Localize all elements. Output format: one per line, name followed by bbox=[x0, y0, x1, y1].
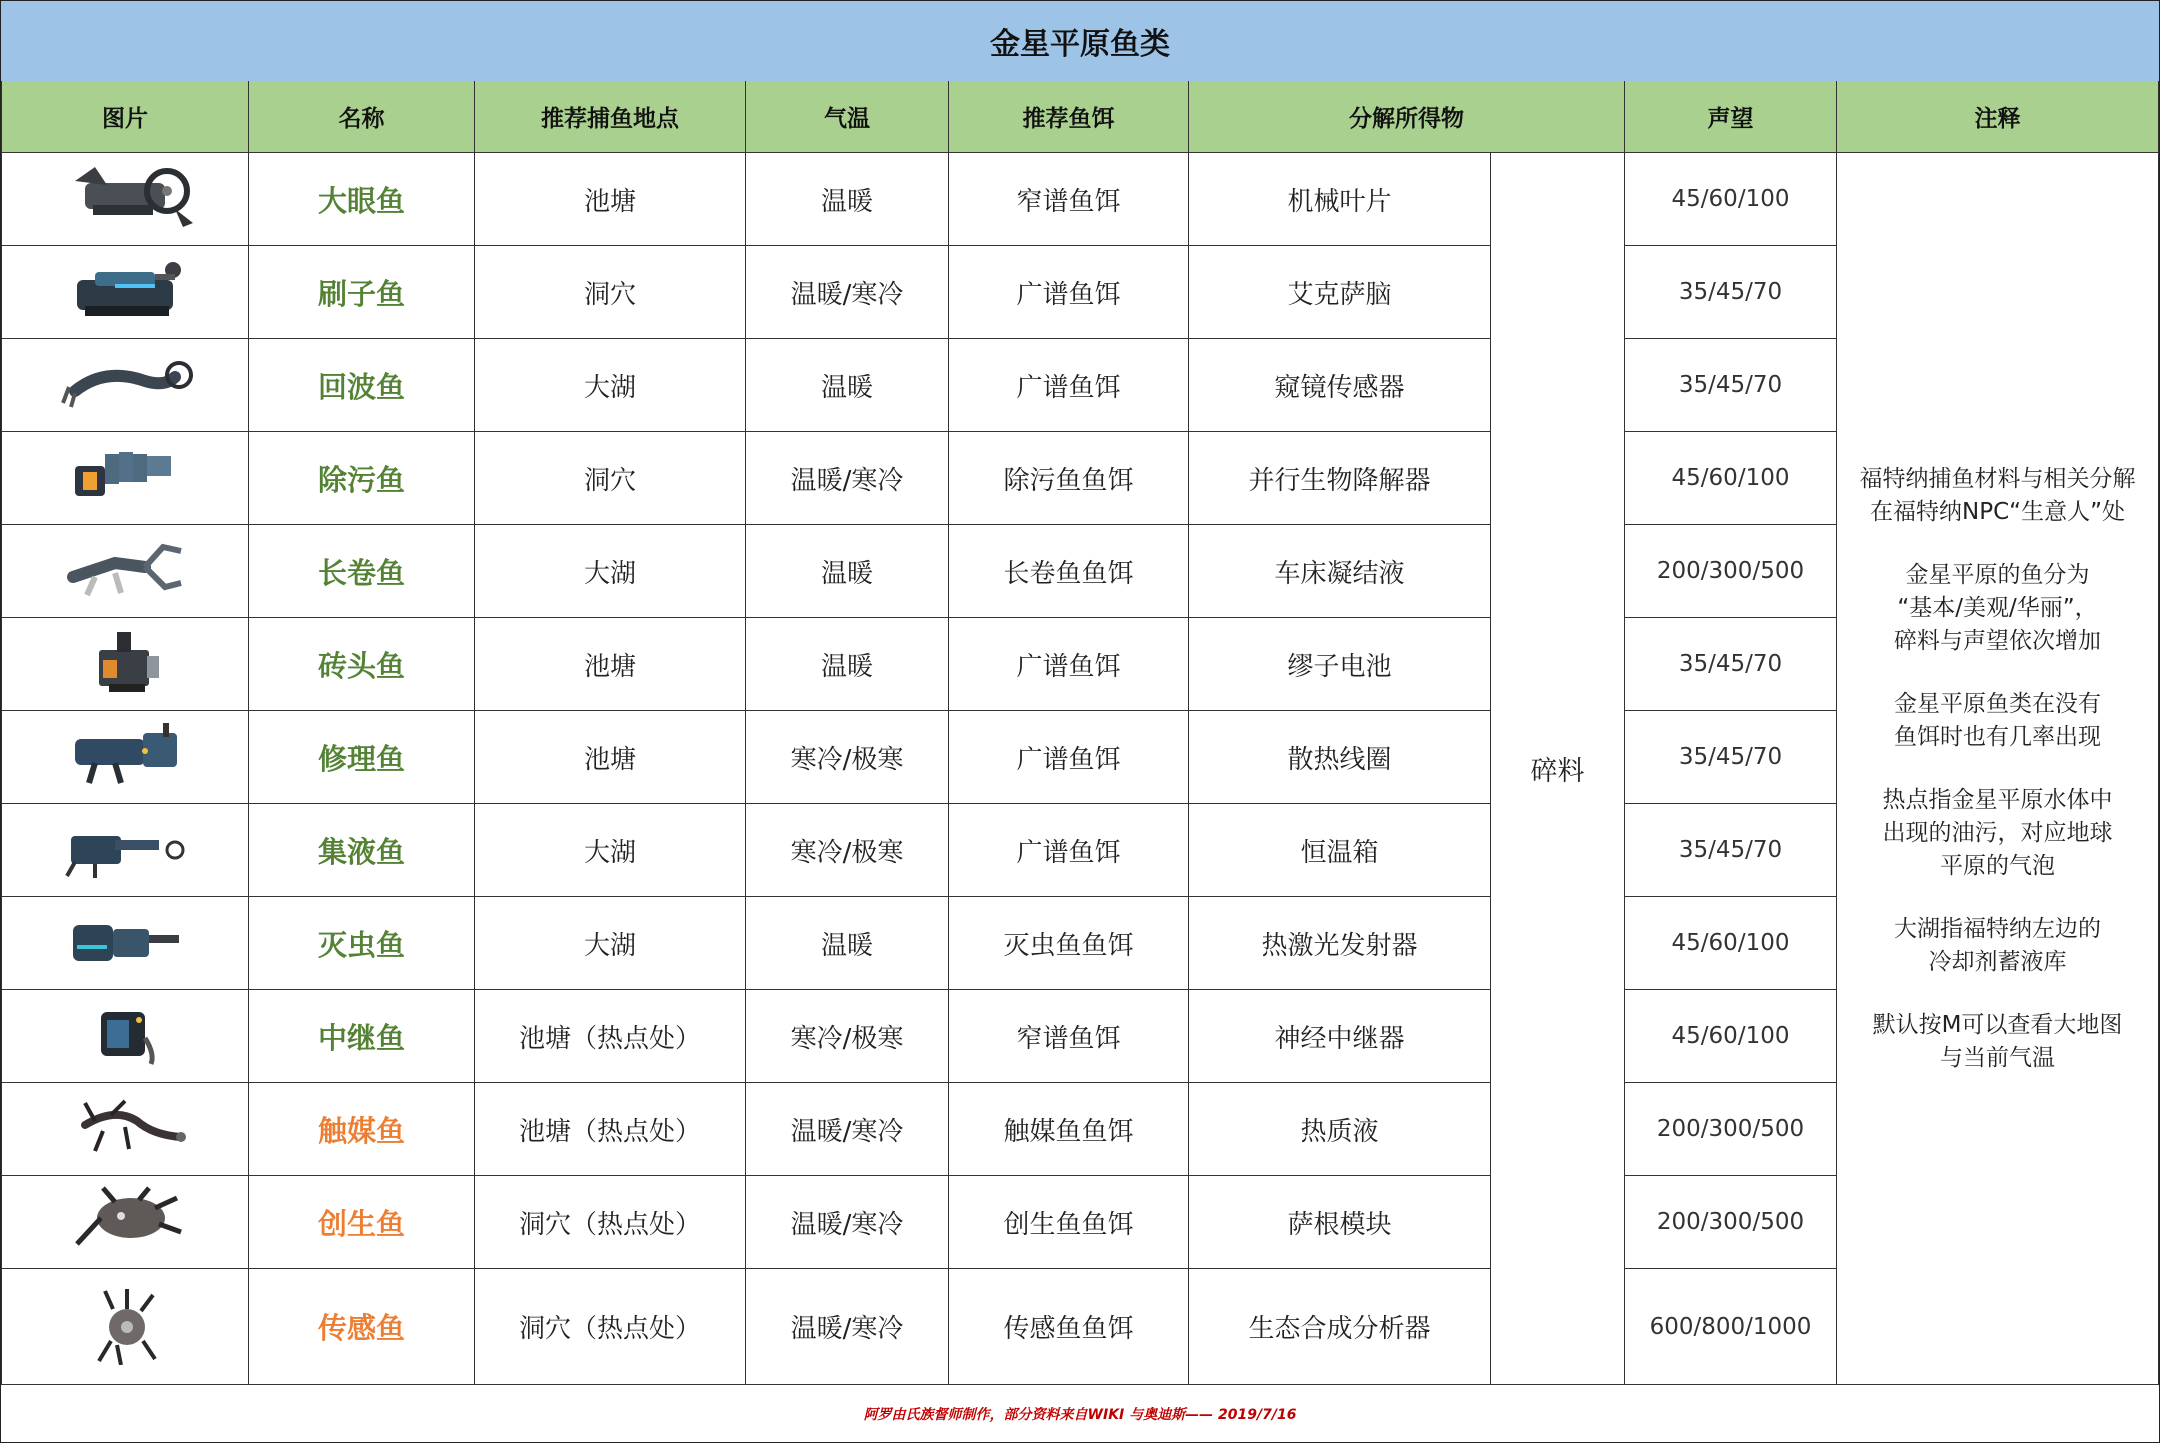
fish-name: 回波鱼 bbox=[249, 339, 475, 432]
fish-table bbox=[1, 81, 2159, 1385]
fish-resource: 热质液 bbox=[1189, 1083, 1491, 1176]
fish-location: 池塘 bbox=[475, 153, 746, 246]
fish-name: 刷子鱼 bbox=[249, 246, 475, 339]
fish-exterm-icon bbox=[55, 905, 195, 981]
fish-bait: 广谱鱼饵 bbox=[949, 246, 1189, 339]
fish-bait: 广谱鱼饵 bbox=[949, 711, 1189, 804]
fish-temperature: 温暖/寒冷 bbox=[746, 1083, 949, 1176]
fish-repair-icon bbox=[55, 719, 195, 795]
header-picture: 图片 bbox=[2, 81, 249, 153]
fish-name: 除污鱼 bbox=[249, 432, 475, 525]
fish-name: 大眼鱼 bbox=[249, 153, 475, 246]
fish-picture bbox=[2, 1269, 249, 1385]
fish-temperature: 寒冷/极寒 bbox=[746, 804, 949, 897]
fish-picture bbox=[2, 618, 249, 711]
table-row bbox=[2, 711, 2159, 804]
fish-standing: 200/300/500 bbox=[1625, 525, 1837, 618]
header-row bbox=[2, 81, 2159, 153]
shared-scrap: 碎料 bbox=[1491, 153, 1625, 1385]
fish-location: 池塘 bbox=[475, 711, 746, 804]
fish-genesis-icon bbox=[55, 1184, 195, 1260]
fish-bait: 创生鱼鱼饵 bbox=[949, 1176, 1189, 1269]
fish-standing: 45/60/100 bbox=[1625, 897, 1837, 990]
header-temperature: 气温 bbox=[746, 81, 949, 153]
header-bait: 推荐鱼饵 bbox=[949, 81, 1189, 153]
fish-picture bbox=[2, 246, 249, 339]
fish-standing: 600/800/1000 bbox=[1625, 1269, 1837, 1385]
fish-resource: 并行生物降解器 bbox=[1189, 432, 1491, 525]
fish-resource: 散热线圈 bbox=[1189, 711, 1491, 804]
header-notes: 注释 bbox=[1837, 81, 2159, 153]
fish-temperature: 温暖 bbox=[746, 339, 949, 432]
fish-location: 洞穴 bbox=[475, 246, 746, 339]
header-resource: 分解所得物 bbox=[1189, 81, 1625, 153]
fish-standing: 200/300/500 bbox=[1625, 1083, 1837, 1176]
note-paragraph: 福特纳捕鱼材料与相关分解 在福特纳NPC“生意人”处 bbox=[1859, 465, 2136, 525]
note-paragraph: 默认按M可以查看大地图 与当前气温 bbox=[1872, 1011, 2123, 1071]
fish-temperature: 温暖 bbox=[746, 153, 949, 246]
fish-standing: 45/60/100 bbox=[1625, 432, 1837, 525]
fish-tank-icon bbox=[55, 812, 195, 888]
fish-temperature: 寒冷/极寒 bbox=[746, 990, 949, 1083]
notes-column bbox=[1837, 153, 2159, 1385]
fish-picture bbox=[2, 432, 249, 525]
fish-picture bbox=[2, 339, 249, 432]
fish-standing: 35/45/70 bbox=[1625, 711, 1837, 804]
fish-location: 大湖 bbox=[475, 897, 746, 990]
fish-bait: 广谱鱼饵 bbox=[949, 804, 1189, 897]
note-paragraph: 金星平原的鱼分为 “基本/美观/华丽”， 碎料与声望依次增加 bbox=[1894, 561, 2101, 654]
fish-picture bbox=[2, 153, 249, 246]
fish-sensor-icon bbox=[55, 1289, 195, 1365]
fish-brick-icon bbox=[55, 626, 195, 702]
fish-claw-icon bbox=[55, 533, 195, 609]
fish-location: 池塘（热点处） bbox=[475, 990, 746, 1083]
table-row bbox=[2, 339, 2159, 432]
sheet-title: 金星平原鱼类 bbox=[1, 1, 2159, 82]
table-row bbox=[2, 525, 2159, 618]
table-row bbox=[2, 618, 2159, 711]
fish-location: 大湖 bbox=[475, 804, 746, 897]
fish-wheel-icon bbox=[55, 161, 195, 237]
fish-standing: 35/45/70 bbox=[1625, 246, 1837, 339]
fish-picture bbox=[2, 897, 249, 990]
fish-bait: 除污鱼鱼饵 bbox=[949, 432, 1189, 525]
fish-location: 大湖 bbox=[475, 339, 746, 432]
fish-name: 触媒鱼 bbox=[249, 1083, 475, 1176]
fish-name: 长卷鱼 bbox=[249, 525, 475, 618]
note-paragraph: 热点指金星平原水体中 出现的油污，对应地球 平原的气泡 bbox=[1882, 786, 2113, 879]
fish-resource: 热激光发射器 bbox=[1189, 897, 1491, 990]
fish-name: 传感鱼 bbox=[249, 1269, 475, 1385]
fish-table-body bbox=[2, 153, 2159, 1385]
fish-resource: 艾克萨脑 bbox=[1189, 246, 1491, 339]
fish-bait: 触媒鱼鱼饵 bbox=[949, 1083, 1189, 1176]
fish-picture bbox=[2, 711, 249, 804]
fish-name: 创生鱼 bbox=[249, 1176, 475, 1269]
fish-location: 大湖 bbox=[475, 525, 746, 618]
fish-name: 砖头鱼 bbox=[249, 618, 475, 711]
table-row bbox=[2, 990, 2159, 1083]
fish-name: 集液鱼 bbox=[249, 804, 475, 897]
fish-resource: 缪子电池 bbox=[1189, 618, 1491, 711]
fish-picture bbox=[2, 990, 249, 1083]
header-name: 名称 bbox=[249, 81, 475, 153]
fish-temperature: 温暖/寒冷 bbox=[746, 246, 949, 339]
table-row bbox=[2, 246, 2159, 339]
header-location: 推荐捕鱼地点 bbox=[475, 81, 746, 153]
fish-bait: 广谱鱼饵 bbox=[949, 618, 1189, 711]
fish-picture bbox=[2, 804, 249, 897]
fish-temperature: 温暖/寒冷 bbox=[746, 1269, 949, 1385]
fish-resource: 生态合成分析器 bbox=[1189, 1269, 1491, 1385]
fish-name: 修理鱼 bbox=[249, 711, 475, 804]
fish-location: 洞穴（热点处） bbox=[475, 1269, 746, 1385]
fish-resource: 神经中继器 bbox=[1189, 990, 1491, 1083]
fish-temperature: 温暖 bbox=[746, 618, 949, 711]
note-paragraph: 大湖指福特纳左边的 冷却剂蓄液库 bbox=[1894, 915, 2101, 975]
fish-standing: 35/45/70 bbox=[1625, 804, 1837, 897]
fish-resource: 恒温箱 bbox=[1189, 804, 1491, 897]
fish-catalyst-icon bbox=[55, 1091, 195, 1167]
fish-standing: 45/60/100 bbox=[1625, 990, 1837, 1083]
fish-bait: 传感鱼鱼饵 bbox=[949, 1269, 1189, 1385]
fish-location: 洞穴（热点处） bbox=[475, 1176, 746, 1269]
fish-temperature: 温暖 bbox=[746, 897, 949, 990]
fish-bait: 广谱鱼饵 bbox=[949, 339, 1189, 432]
fish-picture bbox=[2, 525, 249, 618]
fish-bait: 灭虫鱼鱼饵 bbox=[949, 897, 1189, 990]
table-row bbox=[2, 804, 2159, 897]
fish-resource: 窥镜传感器 bbox=[1189, 339, 1491, 432]
note-paragraph: 金星平原鱼类在没有 鱼饵时也有几率出现 bbox=[1894, 690, 2101, 750]
table-row bbox=[2, 432, 2159, 525]
fish-name: 灭虫鱼 bbox=[249, 897, 475, 990]
table-row bbox=[2, 153, 2159, 246]
table-row bbox=[2, 1176, 2159, 1269]
fish-standing: 35/45/70 bbox=[1625, 339, 1837, 432]
fish-location: 池塘 bbox=[475, 618, 746, 711]
fish-segment-icon bbox=[55, 440, 195, 516]
fish-temperature: 寒冷/极寒 bbox=[746, 711, 949, 804]
fish-picture bbox=[2, 1083, 249, 1176]
fish-temperature: 温暖/寒冷 bbox=[746, 432, 949, 525]
fish-name: 中继鱼 bbox=[249, 990, 475, 1083]
table-row bbox=[2, 1083, 2159, 1176]
fish-resource: 车床凝结液 bbox=[1189, 525, 1491, 618]
fish-bait: 长卷鱼鱼饵 bbox=[949, 525, 1189, 618]
fish-picture bbox=[2, 1176, 249, 1269]
fish-location: 池塘（热点处） bbox=[475, 1083, 746, 1176]
fish-standing: 35/45/70 bbox=[1625, 618, 1837, 711]
table-row bbox=[2, 897, 2159, 990]
header-standing: 声望 bbox=[1625, 81, 1837, 153]
fish-bait: 窄谱鱼饵 bbox=[949, 990, 1189, 1083]
fish-tread-icon bbox=[55, 254, 195, 330]
fish-bait: 窄谱鱼饵 bbox=[949, 153, 1189, 246]
fish-resource: 机械叶片 bbox=[1189, 153, 1491, 246]
fish-location: 洞穴 bbox=[475, 432, 746, 525]
fish-standing: 200/300/500 bbox=[1625, 1176, 1837, 1269]
credit-footer: 阿罗由氏族督师制作，部分资料来自WIKI 与奥迪斯—— 2019/7/16 bbox=[863, 1407, 1297, 1423]
fish-relay-icon bbox=[55, 998, 195, 1074]
table-row bbox=[2, 1269, 2159, 1385]
fish-standing: 45/60/100 bbox=[1625, 153, 1837, 246]
fish-hose-icon bbox=[55, 347, 195, 423]
fish-temperature: 温暖/寒冷 bbox=[746, 1176, 949, 1269]
fish-resource: 萨根模块 bbox=[1189, 1176, 1491, 1269]
fish-temperature: 温暖 bbox=[746, 525, 949, 618]
